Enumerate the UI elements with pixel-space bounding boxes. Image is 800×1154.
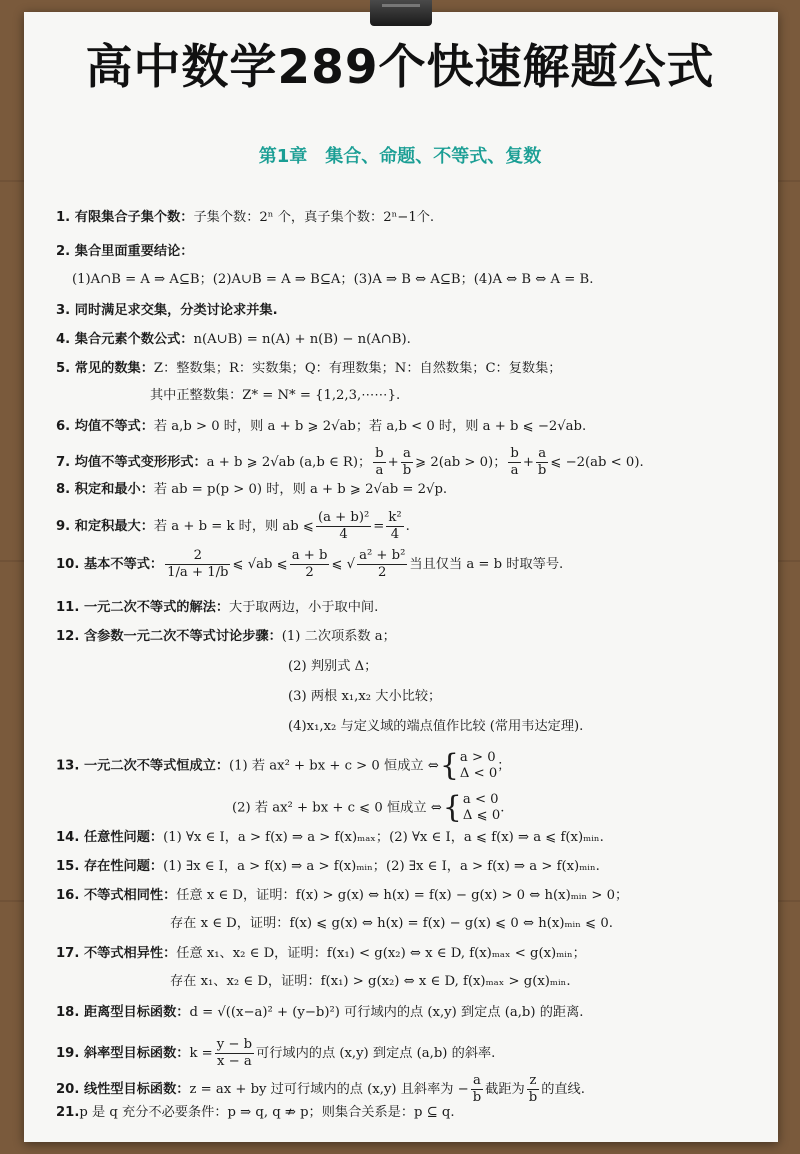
- formula-11: [56, 598, 378, 618]
- fraction: [471, 1073, 483, 1106]
- formula-text: 若 a,b > 0 时，则 a + b ⩾ 2√ab；若 a,b < 0 时，则 a + b ⩽ −2√ab.: [153, 419, 587, 434]
- formula-2-body: (1)A∩B = A ⇒ A⊆B；(2)A∪B = A ⇒ B⊆A；(3)A ⇒ B ⇔ A⊆B；(4)A ⇔ B ⇔ A = B.: [72, 272, 594, 287]
- fraction-numerator: z: [529, 1073, 537, 1088]
- formula-label: 6. 均值不等式：: [56, 419, 154, 434]
- left-brace: {: [439, 748, 459, 783]
- formula-text: 任意 x ∈ D，证明：f(x) > g(x) ⇔ h(x) = f(x) − g(x) > 0 ⇔ h(x)ₘᵢₙ > 0；: [176, 888, 629, 903]
- fraction-numerator: a² + b²: [359, 548, 406, 563]
- formula-17: [56, 944, 586, 964]
- fraction-numerator: a: [538, 446, 547, 461]
- fraction: [527, 1073, 539, 1106]
- fraction: [373, 446, 385, 479]
- formula-2: [56, 242, 193, 262]
- formula-text: d = √((x−a)² + (y−b)²) 可行域内的点 (x,y) 到定点 (a,b) 的距离.: [189, 1005, 584, 1020]
- formula-text: 若 a + b = k 时，则 ab ⩽: [153, 519, 314, 534]
- formula-15: [56, 857, 600, 877]
- case-line: a > 0: [459, 750, 496, 765]
- formula-text: ⩾ 2(ab > 0)；: [415, 455, 507, 470]
- formula-5-sub: 其中正整数集：Z* = N* = {1,2,3,⋯⋯}.: [150, 388, 401, 403]
- formula-text: 子集个数：2ⁿ 个，真子集个数：2ⁿ−1个.: [193, 210, 435, 225]
- fraction-denominator: x − a: [215, 1053, 254, 1070]
- formula-text: a + b ⩾ 2√ab (a,b ∈ R)；: [206, 455, 372, 470]
- formula-text: ⩽ √: [331, 557, 356, 572]
- fraction: [386, 510, 403, 543]
- case-line: Δ ⩽ 0: [462, 808, 501, 823]
- period: .: [405, 519, 410, 534]
- formula-8: [56, 480, 447, 500]
- formula-12-step: (2) 判别式 Δ；: [288, 659, 378, 674]
- formula-label: 11. 一元二次不等式的解法：: [56, 600, 230, 615]
- formula-20: [56, 1073, 585, 1106]
- fraction-numerator: b: [510, 446, 519, 461]
- formula-10: [56, 548, 563, 581]
- formula-text: 的直线.: [541, 1082, 585, 1097]
- formula-12-step: (3) 两根 x₁,x₂ 大小比较；: [288, 689, 442, 704]
- formula-label: 20. 线性型目标函数：: [56, 1082, 190, 1097]
- fraction-denominator: 1/a + 1/b: [167, 565, 229, 580]
- fraction: [215, 1037, 254, 1070]
- formula-label: 1. 有限集合子集个数：: [56, 210, 194, 225]
- punctuation: .: [500, 800, 505, 816]
- fraction-denominator: b: [537, 463, 547, 478]
- formula-text: z = ax + by 过可行域内的点 (x,y) 且斜率为 −: [189, 1082, 469, 1097]
- formula-label: 19. 斜率型目标函数：: [56, 1046, 190, 1061]
- formula-label: 7. 均值不等式变形形式：: [56, 455, 207, 470]
- case-line: Δ < 0: [459, 766, 498, 781]
- formula-text: (2) 若 ax² + bx + c ⩽ 0 恒成立 ⇔: [232, 800, 442, 816]
- equals-sign: =: [373, 519, 385, 534]
- case-block: [463, 792, 500, 824]
- formula-16: [56, 886, 628, 906]
- formula-text: 任意 x₁、x₂ ∈ D，证明：f(x₁) < g(x₂) ⇔ x ∈ D, f(x)ₘₐₓ < g(x)ₘᵢₙ；: [176, 946, 586, 961]
- formula-4: [56, 330, 411, 350]
- formula-12-step: (4)x₁,x₂ 与定义域的端点值作比较 (常用韦达定理).: [288, 719, 584, 734]
- formula-17-sub: 存在 x₁、x₂ ∈ D，证明：f(x₁) > g(x₂) ⇔ x ∈ D, f(x)ₘₐₓ > g(x)ₘᵢₙ.: [170, 974, 571, 989]
- formula-label: 14. 任意性问题：: [56, 830, 164, 845]
- formula-label: 4. 集合元素个数公式：: [56, 332, 194, 347]
- fraction-numerator: y − b: [216, 1037, 253, 1052]
- formula-14: [56, 828, 604, 848]
- fraction-numerator: b: [375, 446, 384, 461]
- formula-5: [56, 359, 562, 379]
- fraction-numerator: a + b: [291, 548, 328, 563]
- fraction-numerator: (a + b)²: [317, 510, 370, 525]
- formula-text: k =: [189, 1046, 213, 1061]
- case-block: [460, 750, 497, 782]
- fraction-numerator: a: [402, 446, 411, 461]
- fraction-denominator: b: [528, 1090, 538, 1105]
- formula-label: 15. 存在性问题：: [56, 859, 164, 874]
- left-brace: {: [442, 790, 462, 825]
- formula-label: 3. 同时满足求交集，分类讨论求并集.: [56, 303, 278, 318]
- formula-label: 13. 一元二次不等式恒成立：: [56, 758, 230, 774]
- formula-label: 21.: [56, 1105, 80, 1120]
- punctuation: ；: [497, 758, 511, 774]
- fraction-denominator: 4: [386, 526, 403, 543]
- fraction-denominator: 2: [290, 564, 330, 581]
- formula-7: [56, 446, 644, 479]
- fraction: [508, 446, 520, 479]
- formula-label: 17. 不等式相异性：: [56, 946, 177, 961]
- formula-text: 截距为: [485, 1082, 525, 1097]
- fraction-denominator: 2: [357, 564, 407, 581]
- formula-16-sub: 存在 x ∈ D，证明：f(x) ⩽ g(x) ⇔ h(x) = f(x) − g(x) ⩽ 0 ⇔ h(x)ₘᵢₙ ⩽ 0.: [170, 916, 613, 931]
- fraction: [357, 548, 407, 581]
- binder-clip-icon: [370, 0, 432, 26]
- plus-sign: +: [387, 455, 399, 470]
- formula-text: ⩽ √ab ⩽: [232, 557, 288, 572]
- formula-label: 10. 基本不等式：: [56, 557, 164, 572]
- fraction-denominator: 4: [316, 526, 371, 543]
- formula-text: p 是 q 充分不必要条件：p ⇒ q, q ⇏ p；则集合关系是：p ⊆ q.: [79, 1105, 455, 1120]
- formula-text: (1) ∃x ∈ I，a > f(x) ⇒ a > f(x)ₘᵢₙ；(2) ∃x ∈ I，a > f(x) ⇒ a > f(x)ₘᵢₙ.: [163, 859, 600, 874]
- plus-sign: +: [522, 455, 534, 470]
- formula-19: [56, 1037, 495, 1070]
- formula-label: 16. 不等式相同性：: [56, 888, 177, 903]
- formula-text: 可行域内的点 (x,y) 到定点 (a,b) 的斜率.: [256, 1046, 496, 1061]
- formula-label: 8. 积定和最小：: [56, 482, 154, 497]
- fraction-numerator: a: [473, 1073, 481, 1088]
- chapter-heading: 第1章 集合、命题、不等式、复数: [258, 146, 542, 167]
- formula-13-part2: [232, 792, 504, 824]
- formula-1: [56, 208, 434, 228]
- formula-label: 12. 含参数一元二次不等式讨论步骤：: [56, 629, 282, 644]
- formula-label: 9. 和定积最大：: [56, 519, 154, 534]
- fraction-numerator: 2: [193, 548, 202, 563]
- formula-13: [56, 750, 510, 782]
- fraction: [316, 510, 371, 543]
- formula-label: 5. 常见的数集：: [56, 361, 154, 376]
- formula-text: 当且仅当 a = b 时取等号.: [409, 557, 564, 572]
- fraction-denominator: b: [472, 1090, 482, 1105]
- formula-text: 若 ab = p(p > 0) 时，则 a + b ⩾ 2√ab = 2√p.: [153, 482, 448, 497]
- formula-6: [56, 417, 586, 437]
- formula-step: (1) 二次项系数 a；: [281, 629, 396, 644]
- formula-text: 大于取两边，小于取中间.: [229, 600, 379, 615]
- case-line: a < 0: [462, 792, 499, 807]
- fraction: [165, 548, 230, 581]
- page-title: 高中数学289个快速解题公式: [85, 40, 715, 95]
- formula-12: [56, 627, 396, 647]
- formula-9: [56, 510, 410, 543]
- formula-18: [56, 1003, 583, 1023]
- formula-text: (1) ∀x ∈ I，a > f(x) ⇒ a > f(x)ₘₐₓ；(2) ∀x ∈ I，a ⩽ f(x) ⇒ a ⩽ f(x)ₘᵢₙ.: [163, 830, 604, 845]
- formula-text: (1) 若 ax² + bx + c > 0 恒成立 ⇔: [229, 758, 439, 774]
- fraction-denominator: a: [373, 462, 385, 479]
- formula-text: n(A∪B) = n(A) + n(B) − n(A∩B).: [193, 332, 411, 347]
- fraction: [290, 548, 330, 581]
- fraction: [401, 446, 413, 479]
- formula-label: 18. 距离型目标函数：: [56, 1005, 190, 1020]
- formula-3: [56, 301, 278, 321]
- fraction-denominator: a: [508, 462, 520, 479]
- formula-label: 2. 集合里面重要结论：: [56, 244, 194, 259]
- formula-21: [56, 1103, 455, 1123]
- formula-text: Z：整数集；R：实数集；Q：有理数集；N：自然数集；C：复数集；: [153, 361, 562, 376]
- fraction-denominator: b: [402, 463, 412, 478]
- formula-text: ⩽ −2(ab < 0).: [550, 455, 644, 470]
- fraction-numerator: k²: [388, 510, 402, 525]
- fraction: [536, 446, 548, 479]
